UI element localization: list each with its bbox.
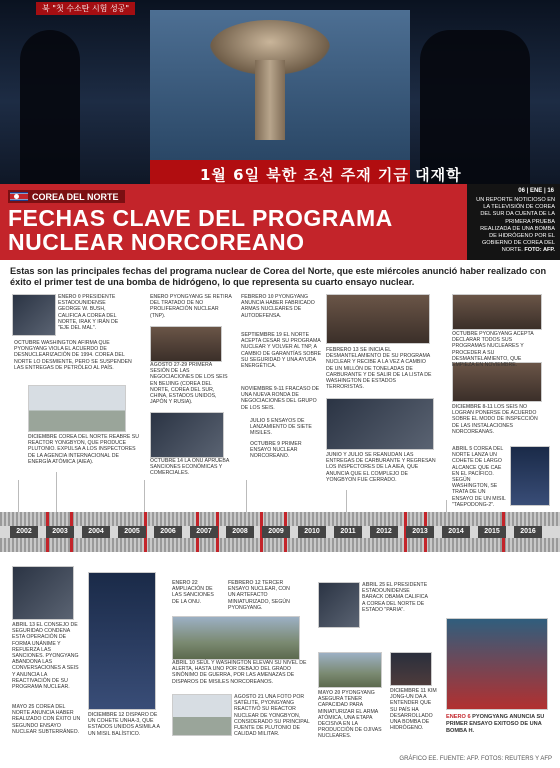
event-text: KIM JONG-UN DA A ENTENDER QUE SU PAÍS HA DESARROLLADO UNA BOMBA DE HIDRÓGENO. <box>390 688 437 732</box>
hero-photo <box>0 0 560 185</box>
event-text: WASHINGTON AFIRMA QUE PYONGYANG VIOLA EL ACUERDO DE DESNUCLEARIZACIÓN DE 1994. COREA DEL NORTE LO DESMIENTE, PERO SE SUSPENDEN LAS ENTREGAS DE PETRÓLEO AL PAÍS. <box>14 340 132 371</box>
event-block <box>326 347 434 390</box>
connector-line <box>18 480 19 512</box>
year-label: 2006 <box>154 526 182 538</box>
event-date: AGOSTO 27-29 <box>150 362 188 368</box>
artillery-photo <box>172 616 300 660</box>
event-block <box>150 458 234 477</box>
event-date: JULIO 5 <box>250 418 270 424</box>
event-text: SE REANUDAN LAS ENTREGAS DE CARBURANTE Y REGRESAN LOS INSPECTORES DE LA AIEA, QUE ANUNCIA QUE EL COMPLEJO DE YONGBYON FUE CERRADO. <box>326 452 436 483</box>
event-block <box>241 332 323 369</box>
rocket-launch-photo <box>510 446 550 506</box>
event-date: ENERO 0 <box>58 294 81 300</box>
photo-caption <box>473 197 555 255</box>
connector-line <box>56 472 57 512</box>
silhouette-person <box>20 30 80 185</box>
event-date: OCTUBRE <box>14 340 40 346</box>
event-block <box>12 622 82 690</box>
lead-paragraph: Estas son las principales fechas del programa nuclear de Corea del Norte, que este miércoles anunció haber realizado con éxito el primer test de una bomba de hidrógeno, lo que representa su cuarto ensayo nuclear. <box>10 266 547 287</box>
event-block <box>12 704 84 735</box>
year-label: 2002 <box>10 526 38 538</box>
year-label: 2005 <box>118 526 146 538</box>
photo-caption-box <box>467 184 560 260</box>
south-korea-flag-icon <box>10 192 28 201</box>
event-block <box>150 294 234 319</box>
event-text: PYONGYANG SE RETIRA DEL TRATADO DE NO PROLIFERACIÓN NUCLEAR (TNP). <box>150 294 232 319</box>
tv-caption-text: 1월 6일 북한 조선 주재 기금 대재학 <box>200 166 462 184</box>
yongbyon-photo <box>28 385 126 432</box>
event-text: EL PRESIDENTE ESTADOUNIDENSE BARACK OBAMA CALIFICA A COREA DEL NORTE DE ESTADO "PARIA". <box>362 582 428 613</box>
event-text: PRIMERA SESIÓN DE LAS NEGOCIACIONES DE LOS SEIS EN BEIJING (COREA DEL NORTE, COREA DEL SUR, CHINA, ESTADOS UNIDOS, JAPÓN Y RUSIA). <box>150 362 228 406</box>
event-block <box>250 441 318 460</box>
event-block <box>326 452 438 483</box>
event-block <box>241 294 321 319</box>
event-date: FEBRERO 13 <box>326 347 359 353</box>
year-label: 2004 <box>82 526 110 538</box>
event-text: COREA DEL NORTE ANUNCIA HABER REALIZADO CON ÉXITO UN SEGUNDO ENSAYO NUCLEAR SUBTERRÁNEO. <box>12 704 81 735</box>
event-block <box>150 362 230 405</box>
connector-line <box>446 500 447 512</box>
year-label: 2009 <box>262 526 290 538</box>
event-block <box>172 580 222 605</box>
bush-photo <box>12 294 56 336</box>
event-block <box>452 404 540 435</box>
connector-line <box>346 490 347 512</box>
event-text: FRACASO DE UNA NUEVA RONDA DE NEGOCIACIONES DEL GRUPO DE LOS SEIS. <box>241 386 320 411</box>
event-text: UNA FOTO POR SATÉLITE, PYONGYANG REACTIVÓ SU REACTOR NUCLEAR DE YONGBYON, CONSIDERADO SU PRINCIPAL FUENTE DE PLUTONIO DE CALIDAD MILITAR. <box>234 694 310 738</box>
year-label: 2014 <box>442 526 470 538</box>
year-label: 2011 <box>334 526 362 538</box>
rocket-photo <box>88 572 156 710</box>
delegates-photo <box>452 294 542 330</box>
event-text: PYONGYANG ASEGURA TENER CAPACIDAD PARA MINIATURIZAR EL ARMA ATÓMICA, UNA ETAPA DECISIVA EN LA PRODUCCIÓN DE OJIVAS NUCLEARES. <box>318 690 382 740</box>
event-block <box>250 418 318 437</box>
event-date: JUNIO Y JULIO <box>326 452 364 458</box>
year-label: 2015 <box>478 526 506 538</box>
event-date: NOVIEMBRE 9-11 <box>241 386 284 392</box>
event-text: COREA DEL NORTE REABRE SU REACTOR YONGBYON, QUE PRODUCE PLUTONIO. EXPULSA A LOS INSPECTORES DE LA AGENCIA INTERNACIONAL DE ENERGÍA ATÓMICA (AIEA). <box>28 434 139 465</box>
event-text: COREA DEL NORTE LANZA UN COHETE DE LARGO ALCANCE QUE CAE EN EL PACÍFICO. SEGÚN WASHINGTON, SE TRATA DE UN ENSAYO DE UN MISIL "TAEPODONG-2". <box>452 446 506 508</box>
event-block <box>362 582 428 613</box>
year-label: 2012 <box>370 526 398 538</box>
event-block <box>58 294 124 331</box>
event-block <box>88 712 160 737</box>
event-text: PRESIDENTE ESTADOUNIDENSE GEORGE W. BUSH, CALIFICA A COREA DEL NORTE, IRAK Y IRÁN DE "EJE DEL MAL". <box>58 294 119 332</box>
event-block <box>172 660 310 685</box>
year-label: 2008 <box>226 526 254 538</box>
event-block <box>241 386 321 411</box>
event-block <box>390 688 438 731</box>
event-block <box>318 690 386 740</box>
event-text: SEÚL Y WASHINGTON ELEVAN SU NIVEL DE ALERTA, HASTA UNO POR DEBAJO DEL GRADO SINÓNIMO DE GUERRA, POR LAS AMENAZAS DE DISPAROS DE MISILES NORCOREANOS. <box>172 660 307 685</box>
event-text: EL CONSEJO DE SEGURIDAD CONDENA ESTA OPERACIÓN DE FORMA UNÁNIME Y REFUERZA LAS SANCIONES. PYONGYANG ABANDONA LAS CONVERSACIONES A SEIS Y ANUNCIA LA REACTIVACIÓN DE SU PROGRAMA NUCLEAR. <box>12 622 79 691</box>
event-text: PYONGYANG ANUNCIA SU PRIMER ENSAYO EXITOSO DE UNA BOMBA H. <box>446 714 545 734</box>
event-date: DICIEMBRE 11 <box>390 688 427 694</box>
event-block <box>28 434 140 465</box>
event-date: MAYO 20 <box>318 690 341 696</box>
event-text: LA ONU APRUEBA SANCIONES ECONÓMICAS Y COMERCIALES. <box>150 458 230 477</box>
event-block <box>452 331 542 368</box>
event-date: OCTUBRE 14 <box>150 458 183 464</box>
connector-line <box>144 480 145 512</box>
year-label: 2003 <box>46 526 74 538</box>
event-date: ENERO 6 <box>446 714 471 720</box>
event-date: DICIEMBRE 12 <box>88 712 125 718</box>
event-date: DICIEMBRE 8-11 <box>452 404 493 410</box>
event-text: LOS SEIS NO LOGRAN PONERSE DE ACUERDO SOBRE EL MODO DE INSPECCIÓN DE LAS INSTALACIONES NORCOREANAS. <box>452 404 538 435</box>
event-date: ABRIL 25 <box>362 582 385 588</box>
event-text: PYONGYANG ACEPTA DECLARAR TODOS SUS PROGRAMAS NUCLEARES Y PROCEDER A SU DESMANTELAMIENTO, QUE EMPIEZA EN NOVIEMBRE. <box>452 331 534 369</box>
event-text: DISPARO DE UN COHETE UNHA-3, QUE ESTADOS UNIDOS ASIMILA A UN MISIL BALÍSTICO. <box>88 712 160 737</box>
event-text: TERCER ENSAYO NUCLEAR, CON UN ARTEFACTO MINIATURIZADO, SEGÚN PYONGYANG. <box>228 580 290 611</box>
missile-photo <box>318 652 382 688</box>
event-text: PYONGYANG ANUNCIA HABER FABRICADO ARMAS NUCLEARES DE AUTODEFENSA. <box>241 294 315 319</box>
event-text: EL NORTE ACEPTA CESAR SU PROGRAMA NUCLEAR Y VOLVER AL TNP, A CAMBIO DE GARANTÍAS SOBRE SU SEGURIDAD Y UNA AYUDA ENERGÉTICA. <box>241 332 322 370</box>
event-date: AGOSTO 21 <box>234 694 264 700</box>
satellite-photo <box>172 694 232 736</box>
event-block <box>14 340 134 371</box>
event-date: ABRIL 10 <box>172 660 195 666</box>
year-label: 2013 <box>406 526 434 538</box>
event-date: FEBRERO 12 <box>228 580 261 586</box>
obama-photo <box>318 582 360 628</box>
negotiation-photo <box>326 294 430 344</box>
photo-credit: FOTO: AFP. <box>524 247 555 254</box>
photo-date: 06 | ENE | 16 <box>518 188 554 194</box>
event-block-highlight <box>446 714 546 735</box>
un-council-photo <box>150 412 224 458</box>
connector-line <box>246 480 247 512</box>
year-label: 2007 <box>190 526 218 538</box>
event-date: ENERO 22 <box>172 580 198 586</box>
silhouette-person <box>420 30 530 185</box>
graphic-credit: GRÁFICO EE. FUENTE: AFP. FOTOS: REUTERS Y AFP <box>399 756 552 762</box>
country-tag <box>8 190 125 203</box>
event-date: ABRIL 5 <box>452 446 473 452</box>
event-date: DICIEMBRE <box>28 434 58 440</box>
event-text: PRIMER ENSAYO NUCLEAR NORCOREANO. <box>250 441 302 460</box>
event-date: OCTUBRE <box>452 331 478 337</box>
mushroom-cloud-stem <box>255 60 285 140</box>
event-block <box>234 694 314 737</box>
kim-jong-un-photo <box>390 652 432 686</box>
year-label: 2010 <box>298 526 326 538</box>
photo-caption-text: UN REPORTE NOTICIOSO EN LA TELEVISIÓN DE COREA DEL SUR DA CUENTA DE LA PRIMERA PRUEBA REALIZADA DE UNA BOMBA DE HIDRÓGENO POR EL GOBIERNO DE COREA DEL NORTE. <box>476 197 555 254</box>
year-label: 2016 <box>514 526 542 538</box>
tv-top-caption: 북 "첫 수소탄 시험 성공" <box>36 2 135 15</box>
event-date: FEBRERO 10 <box>241 294 274 300</box>
event-date: SEPTIEMBRE 19 <box>241 332 282 338</box>
event-block <box>452 446 508 508</box>
press-photo <box>326 398 434 450</box>
event-block <box>228 580 298 611</box>
event-text: ENSAYOS DE LANZAMIENTO DE SIETE MISILES. <box>250 418 312 437</box>
six-party-photo <box>150 326 222 362</box>
security-council-photo <box>12 566 74 620</box>
event-date: MAYO 25 <box>12 704 35 710</box>
event-date: ABRIL 13 <box>12 622 35 628</box>
event-text: AMPLIACIÓN DE LAS SANCIONES DE LA ONU. <box>172 586 214 605</box>
page-title: FECHAS CLAVE DEL PROGRAMA NUCLEAR NORCOREANO <box>8 205 392 255</box>
event-date: ENERO <box>150 294 169 300</box>
event-date: OCTUBRE 9 <box>250 441 280 447</box>
tv-news-photo <box>446 618 548 710</box>
country-tag-label: COREA DEL NORTE <box>32 191 119 202</box>
event-text: SE INICIA EL DESMANTELAMIENTO DE SU PROGRAMA NUCLEAR Y RECIBE A LA VEZ A CAMBIO DE UN MILLÓN DE TONELADAS DE CARBURANTE Y DE SALIR DE LA LISTA DE WASHINGTON DE ESTADOS TERRORISTAS. <box>326 347 432 391</box>
